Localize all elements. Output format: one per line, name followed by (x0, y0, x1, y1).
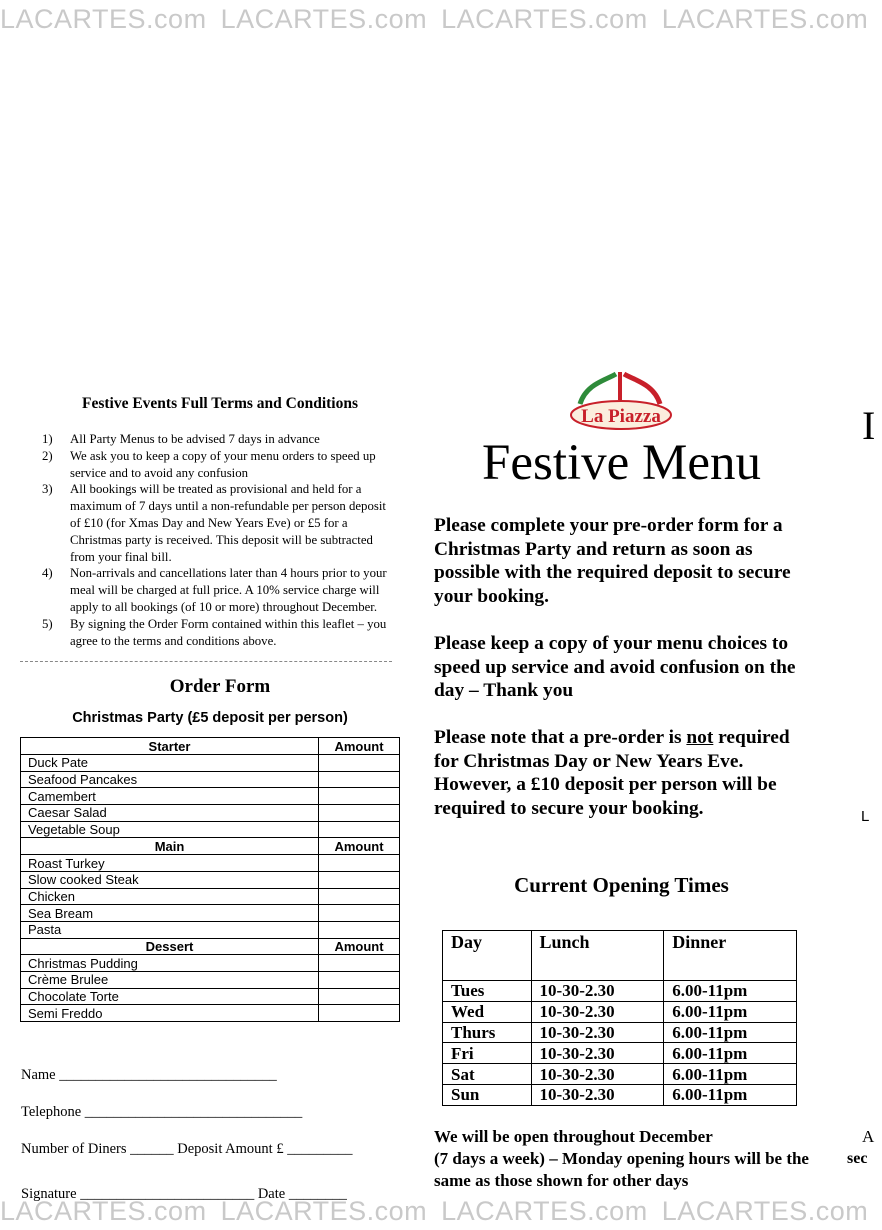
dinner-cell: 6.00-11pm (664, 1064, 797, 1085)
preorder-paragraph: Please complete your pre-order form for a Christmas Party and return as soon as possible with the required deposit to secure your booking. (434, 515, 791, 607)
day-cell: Tues (443, 981, 532, 1002)
amount-cell[interactable] (319, 821, 400, 838)
table-row (21, 921, 400, 938)
section-heading: Starter (21, 738, 319, 755)
lunch-cell: 10-30-2.30 (531, 1084, 664, 1105)
terms-item-number: 2) (42, 448, 53, 463)
terms-item-text: By signing the Order Form contained within this leaflet – you agree to the terms and conditions above. (70, 616, 387, 648)
table-row (443, 1043, 797, 1064)
name-field[interactable]: Name ______________________________ (21, 1067, 277, 1083)
edge-fragment: sec (847, 1150, 868, 1167)
la-piazza-logo (566, 370, 676, 432)
table-section-header (21, 938, 400, 955)
table-header-row (443, 931, 797, 981)
watermark-text: LACARTES.com (0, 1196, 207, 1226)
lunch-cell: 10-30-2.30 (531, 1064, 664, 1085)
table-row (21, 988, 400, 1005)
amount-heading: Amount (319, 838, 400, 855)
table-row (21, 855, 400, 872)
opening-times-title: Current Opening Times (514, 873, 729, 897)
note-paragraph: Please note that a pre-order is not required for Christmas Day or New Years Eve. However, a £10 deposit per person will be required to secure your booking. (434, 727, 790, 819)
dashed-divider (20, 661, 392, 662)
table-row (21, 805, 400, 822)
day-cell: Thurs (443, 1022, 532, 1043)
table-row (21, 771, 400, 788)
dish-name: Roast Turkey (21, 855, 319, 872)
dish-name: Chicken (21, 888, 319, 905)
table-row (21, 1005, 400, 1022)
amount-cell[interactable] (319, 771, 400, 788)
lunch-cell: 10-30-2.30 (531, 1001, 664, 1022)
watermark-text: LACARTES.com (441, 1196, 648, 1226)
diners-deposit-field[interactable]: Number of Diners ______ Deposit Amount £ _________ (21, 1141, 353, 1157)
amount-cell[interactable] (319, 805, 400, 822)
edge-fragment: I (862, 403, 876, 448)
table-row (443, 1084, 797, 1105)
table-row (443, 981, 797, 1002)
emphasis-not: not (686, 727, 714, 748)
amount-cell[interactable] (319, 888, 400, 905)
amount-cell[interactable] (319, 905, 400, 922)
terms-item-number: 1) (42, 432, 53, 446)
dish-name: Sea Bream (21, 905, 319, 922)
watermark-text: LACARTES.com (441, 4, 648, 34)
column-header: Dinner (664, 931, 797, 981)
amount-cell[interactable] (319, 855, 400, 872)
terms-panel (20, 395, 400, 1022)
terms-item-number: 5) (42, 616, 53, 631)
amount-cell[interactable] (319, 955, 400, 972)
day-cell: Wed (443, 1001, 532, 1022)
amount-cell[interactable] (319, 988, 400, 1005)
terms-item (20, 481, 400, 565)
amount-cell[interactable] (319, 921, 400, 938)
dish-name: Duck Pate (21, 755, 319, 772)
amount-cell[interactable] (319, 788, 400, 805)
watermark-text: LACARTES.com (661, 1196, 869, 1226)
terms-list (20, 431, 400, 649)
column-header: Day (443, 931, 532, 981)
dish-name: Caesar Salad (21, 805, 319, 822)
amount-heading: Amount (319, 738, 400, 755)
page-title: Festive Menu (481, 435, 762, 491)
signature-date-field[interactable]: Signature ________________________ Date ________ (21, 1186, 347, 1202)
dinner-cell: 6.00-11pm (664, 1001, 797, 1022)
table-row (21, 788, 400, 805)
watermark-text: LACARTES.com (220, 4, 428, 34)
terms-item-text: All bookings will be treated as provisional and held for a maximum of 7 days until a non-refundable per person deposit of £10 (for Xmas Day and New Years Eve) or £5 for a Christmas party is received. This deposit will be subtracted from your final bill. (70, 482, 386, 564)
edge-fragment: L (861, 808, 870, 825)
table-section-header (21, 838, 400, 855)
table-row (443, 1001, 797, 1022)
lunch-cell: 10-30-2.30 (531, 1043, 664, 1064)
opening-times-table (442, 930, 797, 1106)
terms-item (20, 448, 400, 482)
logo-text: La Piazza (581, 406, 661, 427)
order-table (20, 737, 400, 1022)
terms-item-text: All Party Menus to be advised 7 days in advance (70, 432, 320, 446)
lunch-cell: 10-30-2.30 (531, 981, 664, 1002)
dish-name: Christmas Pudding (21, 955, 319, 972)
terms-item-text: We ask you to keep a copy of your menu orders to speed up service and to avoid any confusion (70, 448, 376, 480)
lunch-cell: 10-30-2.30 (531, 1022, 664, 1043)
watermark-top (0, 4, 882, 35)
dinner-cell: 6.00-11pm (664, 1043, 797, 1064)
table-row (21, 905, 400, 922)
telephone-field[interactable]: Telephone ______________________________ (21, 1104, 303, 1120)
dinner-cell: 6.00-11pm (664, 981, 797, 1002)
table-row (21, 755, 400, 772)
table-row (21, 871, 400, 888)
terms-item-number: 3) (42, 482, 53, 497)
amount-cell[interactable] (319, 971, 400, 988)
terms-title: Festive Events Full Terms and Conditions (81, 395, 359, 412)
dish-name: Chocolate Torte (21, 988, 319, 1005)
amount-cell[interactable] (319, 871, 400, 888)
table-section-header (21, 738, 400, 755)
dish-name: Semi Freddo (21, 1005, 319, 1022)
copy-paragraph: Please keep a copy of your menu choices to speed up service and avoid confusion on the day – Thank you (434, 633, 796, 701)
day-cell: Sun (443, 1084, 532, 1105)
column-header: Lunch (531, 931, 664, 981)
amount-heading: Amount (319, 938, 400, 955)
table-row (21, 821, 400, 838)
dish-name: Seafood Pancakes (21, 771, 319, 788)
table-row (443, 1022, 797, 1043)
terms-item-number: 4) (42, 566, 53, 581)
order-form-title: Order Form (169, 676, 271, 698)
edge-fragment: A (862, 1127, 875, 1146)
table-row (443, 1064, 797, 1085)
dish-name: Crème Brulee (21, 971, 319, 988)
dinner-cell: 6.00-11pm (664, 1084, 797, 1105)
watermark-text: LACARTES.com (220, 1196, 428, 1226)
december-notice: We will be open throughout December (7 days a week) – Monday opening hours will be the same as those shown for other days (434, 1127, 809, 1190)
table-row (21, 971, 400, 988)
table-row (21, 888, 400, 905)
dish-name: Camembert (21, 788, 319, 805)
table-row (21, 955, 400, 972)
terms-item (20, 565, 400, 615)
dish-name: Pasta (21, 921, 319, 938)
watermark-text: LACARTES.com (0, 4, 207, 34)
dish-name: Vegetable Soup (21, 821, 319, 838)
terms-item (20, 616, 400, 650)
dinner-cell: 6.00-11pm (664, 1022, 797, 1043)
amount-cell[interactable] (319, 1005, 400, 1022)
section-heading: Dessert (21, 938, 319, 955)
section-heading: Main (21, 838, 319, 855)
day-cell: Sat (443, 1064, 532, 1085)
order-form-subtitle: Christmas Party (£5 deposit per person) (72, 710, 348, 727)
watermark-text: LACARTES.com (661, 4, 869, 34)
terms-item (20, 431, 400, 448)
dish-name: Slow cooked Steak (21, 871, 319, 888)
terms-item-text: Non-arrivals and cancellations later than 4 hours prior to your meal will be charged at full price. A 10% service charge will apply to all bookings (of 10 or more) throughout December. (70, 566, 387, 614)
day-cell: Fri (443, 1043, 532, 1064)
amount-cell[interactable] (319, 755, 400, 772)
